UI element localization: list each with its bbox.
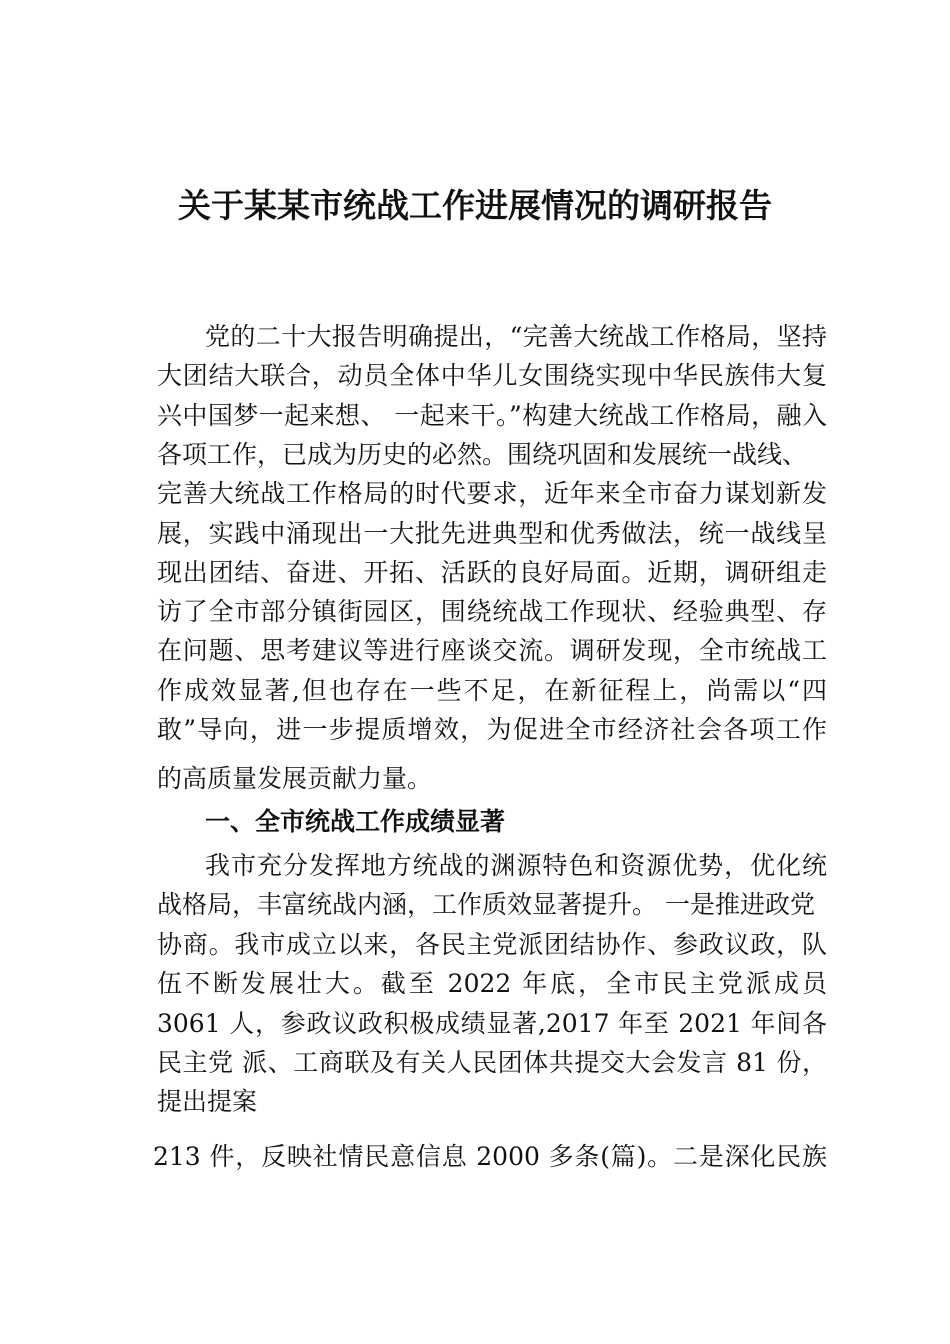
paragraph-line: 各项工作，已成为历史的必然。围绕巩固和发展统一战线、 <box>157 440 808 469</box>
paragraph-line: 的高质量发展贡献力量。 <box>157 764 433 793</box>
paragraph-line: 作成效显著,但也存在一些不足，在新征程上，尚需以“四 <box>157 676 827 705</box>
paragraph-line: 战格局，丰富统战内涵，工作质效显著提升。 一是推进政党 <box>157 890 815 919</box>
paragraph-line: 协商。我市成立以来，各民主党派团结协作、参政议政，队 <box>157 930 827 959</box>
paragraph-line: 伍不断发展壮大。截至 2022 年底，全市民主党派成员 <box>157 969 827 998</box>
document-title: 关于某某市统战工作进展情况的调研报告 <box>178 186 772 225</box>
paragraph-line: 党的二十大报告明确提出，“完善大统战工作格局，坚持 <box>205 322 827 351</box>
paragraph-line: 访了全市部分镇街园区，围绕统战工作现状、经验典型、存 <box>157 597 827 626</box>
paragraph-line: 敢”导向，进一步提质增效，为促进全市经济社会各项工作 <box>157 715 827 744</box>
paragraph-line-last: 213 件，反映社情民意信息 2000 多条(篇)。二是深化民族 <box>153 1142 827 1171</box>
paragraph-line: 现出团结、奋进、开拓、活跃的良好局面。近期，调研组走 <box>157 558 827 587</box>
section-heading: 一、全市统战工作成绩显著 <box>205 807 506 836</box>
paragraph-line: 我市充分发挥地方统战的渊源特色和资源优势，优化统 <box>205 851 827 880</box>
paragraph-line: 3061 人，参政议政积极成绩显著,2017 年至 2021 年间各 <box>157 1009 827 1038</box>
paragraph-line: 大团结大联合，动员全体中华儿女围绕实现中华民族伟大复 <box>157 361 827 390</box>
paragraph-line: 民主党 派、工商联及有关人民团体共提交大会发言 81 份， <box>157 1048 827 1077</box>
paragraph-line: 在问题、思考建议等进行座谈交流。调研发现，全市统战工 <box>157 636 827 665</box>
paragraph-line: 提出提案 <box>157 1087 258 1116</box>
paragraph-line: 展，实践中涌现出一大批先进典型和优秀做法，统一战线呈 <box>157 519 827 548</box>
paragraph-line: 完善大统战工作格局的时代要求，近年来全市奋力谋划新发 <box>157 479 827 508</box>
paragraph-line: 兴中国梦一起来想、 一起来干。”构建大统战工作格局，融入 <box>157 401 827 430</box>
